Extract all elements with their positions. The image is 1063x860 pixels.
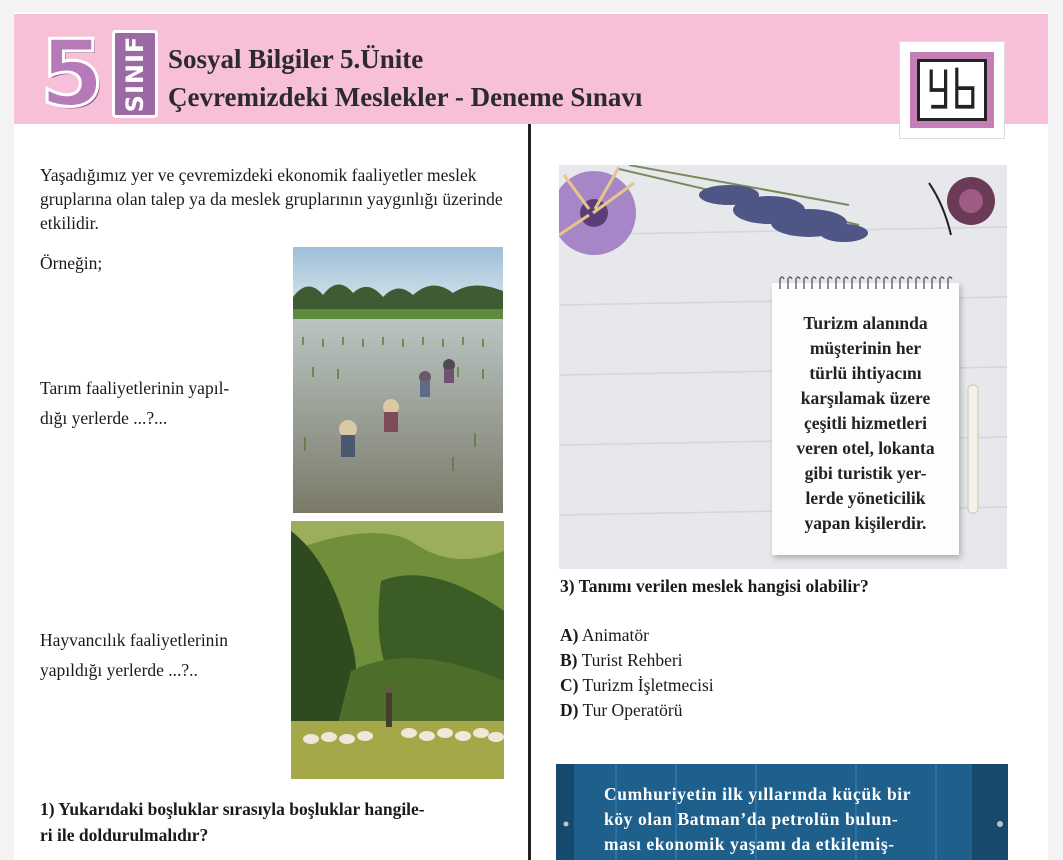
grade-word: SINIF	[121, 35, 149, 113]
farming-prompt: Tarım faaliyetlerinin yapıl- dığı yerlerde ...?...	[40, 378, 230, 428]
yb-logo-mark	[920, 62, 984, 118]
example-label: Örneğin;	[40, 253, 103, 273]
option-a[interactable]: A) Animatör	[560, 625, 649, 645]
question-1: 1) Yukarıdaki boşluklar sırasıyla boşluklar hangile- ri ile doldurulmalıdır?	[40, 799, 425, 845]
grade-number: 5	[40, 20, 102, 127]
column-divider	[528, 124, 531, 860]
pasture-image	[291, 521, 504, 779]
rice-field-image	[293, 247, 503, 513]
grade-tag	[112, 30, 158, 118]
question-3: 3) Tanımı verilen meslek hangisi olabilir?	[560, 576, 869, 596]
definition-text: Turizm alanında müşterinin her türlü ihtiyacını karşılamak üzere çeşitli hizmetleri veren otel, lokanta gibi turistik yer- lerde yöneticilik yapan kişilerdir.	[796, 313, 935, 533]
option-d[interactable]: D) Tur Operatörü	[560, 700, 683, 720]
page-subtitle: Çevremizdeki Meslekler - Deneme Sınavı	[168, 82, 643, 112]
publisher-logo	[900, 42, 1004, 138]
intro-paragraph: Yaşadığımız yer ve çevremizdeki ekonomik faaliyetler meslek gruplarına olan talep ya da meslek gruplarının yaygınlığı üzerinde etkilidir.	[40, 165, 503, 233]
livestock-prompt: Hayvancılık faaliyetlerinin yapıldığı yerlerde ...?..	[40, 630, 229, 680]
spiral-binding-icon	[776, 275, 956, 291]
definition-note	[772, 283, 959, 555]
page-title: Sosyal Bilgiler 5.Ünite	[168, 44, 424, 74]
question-4-passage: Cumhuriyetin ilk yıllarında küçük bir köy olan Batman’da petrolün bulun- ması ekonomik yaşamı da etkilemiş-	[604, 784, 912, 854]
option-c[interactable]: C) Turizm İşletmecisi	[560, 675, 714, 695]
option-b[interactable]: B) Turist Rehberi	[560, 650, 683, 670]
answer-options	[560, 623, 714, 723]
